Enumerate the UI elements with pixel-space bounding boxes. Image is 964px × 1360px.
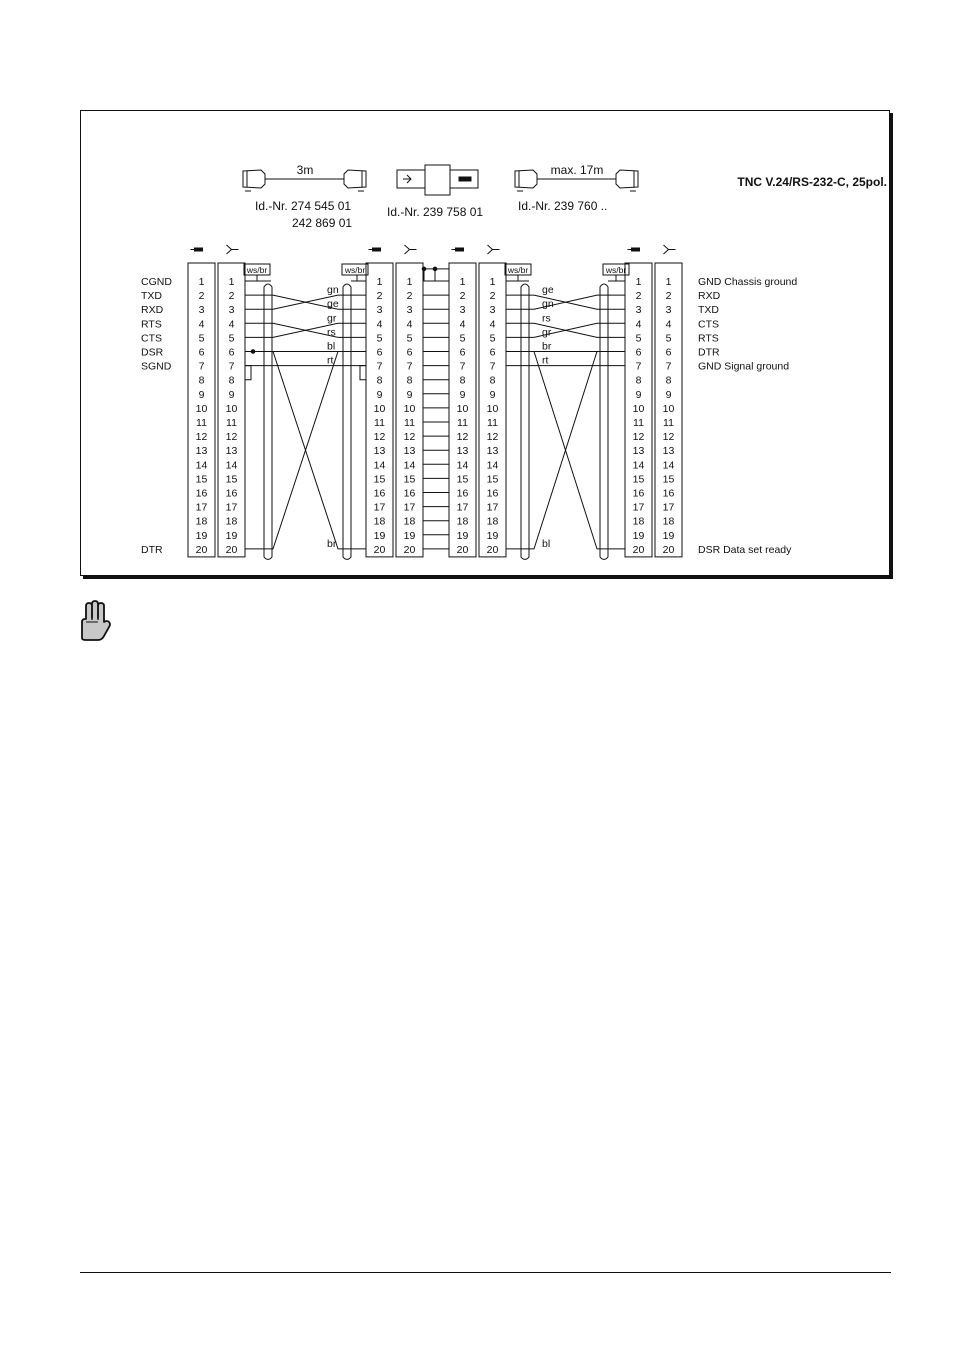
pin-label-3-8: 8 xyxy=(376,374,383,387)
pin-label-3-12: 12 xyxy=(373,431,386,444)
pointing-hand-icon xyxy=(78,598,112,644)
pin-label-6-11: 11 xyxy=(487,417,498,429)
adapter-pin-icon xyxy=(459,177,471,181)
pin-label-4-8: 8 xyxy=(406,374,413,387)
pin-label-7-10: 10 xyxy=(632,402,645,415)
pin-label-2-6: 6 xyxy=(228,346,235,359)
pin-label-3-19: 19 xyxy=(373,529,386,542)
left-signal-dtr: DTR xyxy=(141,543,163,556)
pin-label-4-9: 9 xyxy=(406,388,413,401)
cable2-shield-left xyxy=(521,284,529,559)
pin-label-7-19: 19 xyxy=(632,529,645,542)
pin-label-8-16: 16 xyxy=(662,487,675,500)
pin-label-5-2: 2 xyxy=(459,290,466,303)
pin-label-3-7: 7 xyxy=(376,360,383,373)
pin-label-7-4: 4 xyxy=(635,318,642,331)
cable2-connector-right xyxy=(616,170,638,191)
socket-symbol-3 xyxy=(488,245,500,254)
right-signal-pin-1: GND Chassis ground xyxy=(698,276,798,288)
left-signal-cgnd: CGND xyxy=(141,276,172,288)
pin-label-4-19: 19 xyxy=(403,529,416,542)
cable1-color-pin-6: bl xyxy=(327,340,336,353)
pin-label-1-7: 7 xyxy=(198,360,205,373)
adapter-body xyxy=(425,165,450,195)
pin-label-7-13: 13 xyxy=(632,445,645,458)
right-signal-pin-6: DTR xyxy=(698,346,720,359)
pin-label-1-13: 13 xyxy=(195,445,208,458)
pin-label-5-5: 5 xyxy=(459,332,466,345)
pin-label-5-17: 17 xyxy=(456,501,469,514)
pin-label-6-12: 12 xyxy=(486,431,499,444)
pin-label-1-4: 4 xyxy=(198,318,205,331)
pin-label-4-4: 4 xyxy=(406,318,413,331)
cable1-jumper-right xyxy=(360,366,366,380)
pin-label-1-8: 8 xyxy=(198,374,205,387)
cable1-color-pin-3: ge xyxy=(327,298,339,311)
pin-label-5-19: 19 xyxy=(456,529,469,542)
pin-label-5-11: 11 xyxy=(457,417,468,429)
pin-label-7-15: 15 xyxy=(632,473,645,486)
cable1-jumper-left xyxy=(245,366,251,380)
pin-label-2-16: 16 xyxy=(225,487,238,500)
pin-label-2-3: 3 xyxy=(228,304,235,317)
cable1-id-line-2: 242 869 01 xyxy=(292,216,353,230)
cable1-junction xyxy=(251,350,255,354)
pin-label-8-14: 14 xyxy=(662,459,675,472)
pin-label-4-7: 7 xyxy=(406,360,413,373)
pin-label-1-3: 3 xyxy=(198,304,205,317)
cable1-connector-left xyxy=(243,170,265,191)
pin-label-6-4: 4 xyxy=(489,318,496,331)
pin-label-1-12: 12 xyxy=(195,431,208,444)
pin-label-5-16: 16 xyxy=(456,487,469,500)
pin-label-6-18: 18 xyxy=(486,515,499,528)
pin-label-4-5: 5 xyxy=(406,332,413,345)
cable1-color-pin-5: rs xyxy=(327,326,336,339)
cable2-wire-5-4 xyxy=(506,323,625,337)
pin-label-7-12: 12 xyxy=(632,431,645,444)
pin-label-3-5: 5 xyxy=(376,332,383,345)
pin-label-7-2: 2 xyxy=(635,290,642,303)
pin-label-1-14: 14 xyxy=(195,459,208,472)
cable2-color-pin-7: rt xyxy=(542,354,549,367)
pin-label-3-16: 16 xyxy=(373,487,386,500)
cable2-shield-label-left: ws/br xyxy=(507,265,529,275)
pin-label-7-8: 8 xyxy=(635,374,642,387)
pin-label-3-14: 14 xyxy=(373,459,386,472)
pin-label-2-8: 8 xyxy=(228,374,235,387)
socket-symbol-2 xyxy=(405,245,417,254)
pin-label-4-18: 18 xyxy=(403,515,416,528)
right-signal-pin-3: TXD xyxy=(698,304,719,317)
cable1-shield-label-left: ws/br xyxy=(246,265,268,275)
cable2-shield-label-right: ws/br xyxy=(605,265,627,275)
pin-label-7-6: 6 xyxy=(635,346,642,359)
pin-label-6-1: 1 xyxy=(489,276,496,288)
cable1-length: 3m xyxy=(296,163,314,177)
pin-label-8-4: 4 xyxy=(665,318,672,331)
pin-label-2-7: 7 xyxy=(228,360,235,373)
pin-label-1-11: 11 xyxy=(196,417,207,429)
pin-label-8-19: 19 xyxy=(662,529,675,542)
pin-label-2-20: 20 xyxy=(225,543,238,556)
pin-label-3-18: 18 xyxy=(373,515,386,528)
pin-label-3-15: 15 xyxy=(373,473,386,486)
pin-label-8-1: 1 xyxy=(665,276,672,288)
pin-label-3-11: 11 xyxy=(374,417,385,429)
cable2-wire-20-6 xyxy=(506,352,625,549)
pin-label-1-15: 15 xyxy=(195,473,208,486)
right-signal-pin-4: CTS xyxy=(698,318,719,331)
pin-label-5-7: 7 xyxy=(459,360,466,373)
pin-label-1-17: 17 xyxy=(195,501,208,514)
pin-label-8-11: 11 xyxy=(663,417,674,429)
pin-label-7-17: 17 xyxy=(632,501,645,514)
cable2-wire-3-2 xyxy=(506,295,625,309)
plug-symbol-1 xyxy=(195,248,203,251)
pin-label-5-13: 13 xyxy=(456,445,469,458)
pin-label-7-14: 14 xyxy=(632,459,645,472)
pin-label-1-20: 20 xyxy=(195,543,208,556)
pin-label-8-20: 20 xyxy=(662,543,675,556)
cable2-color-pin-3: gn xyxy=(542,298,554,311)
pin-label-4-11: 11 xyxy=(404,417,415,429)
pin-label-2-18: 18 xyxy=(225,515,238,528)
pin-label-2-2: 2 xyxy=(228,290,235,303)
pin-label-2-15: 15 xyxy=(225,473,238,486)
pin-label-4-14: 14 xyxy=(403,459,416,472)
pin-label-8-2: 2 xyxy=(665,290,672,303)
adapter-id-line: Id.-Nr. 239 758 01 xyxy=(387,205,484,219)
pin-label-4-2: 2 xyxy=(406,290,413,303)
cable1-shield-label-right: ws/br xyxy=(344,265,366,275)
pin-label-8-8: 8 xyxy=(665,374,672,387)
pin-label-7-18: 18 xyxy=(632,515,645,528)
pin-label-5-4: 4 xyxy=(459,318,466,331)
cable2-color-pin-4: rs xyxy=(542,312,551,325)
pin-label-6-5: 5 xyxy=(489,332,496,345)
cable2-shield-right xyxy=(600,284,608,559)
pin-label-8-7: 7 xyxy=(665,360,672,373)
pin-label-2-5: 5 xyxy=(228,332,235,345)
left-signal-dsr: DSR xyxy=(141,346,164,359)
wiring-diagram-frame xyxy=(80,110,890,576)
pin-label-3-6: 6 xyxy=(376,346,383,359)
pin-label-4-13: 13 xyxy=(403,445,416,458)
pin-label-3-20: 20 xyxy=(373,543,386,556)
pin-label-8-3: 3 xyxy=(665,304,672,317)
pin-label-6-9: 9 xyxy=(489,388,496,401)
pin-label-2-12: 12 xyxy=(225,431,238,444)
pin-label-1-10: 10 xyxy=(195,402,208,415)
pin-label-2-11: 11 xyxy=(226,417,237,429)
left-signal-sgnd: SGND xyxy=(141,360,172,373)
pin-label-6-10: 10 xyxy=(486,402,499,415)
socket-symbol-4 xyxy=(664,245,676,254)
pin-label-2-19: 19 xyxy=(225,529,238,542)
pin-label-1-9: 9 xyxy=(198,388,205,401)
pin-label-7-16: 16 xyxy=(632,487,645,500)
cable1-id-line-1: Id.-Nr. 274 545 01 xyxy=(255,199,352,213)
pin-label-8-15: 15 xyxy=(662,473,675,486)
pin-label-5-8: 8 xyxy=(459,374,466,387)
pin-label-6-17: 17 xyxy=(486,501,499,514)
pin-label-2-10: 10 xyxy=(225,402,238,415)
cable1-connector-right xyxy=(344,170,366,191)
pin-label-3-10: 10 xyxy=(373,402,386,415)
pin-label-1-2: 2 xyxy=(198,290,205,303)
left-signal-rxd: RXD xyxy=(141,304,164,317)
pin-label-3-9: 9 xyxy=(376,388,383,401)
pin-label-2-4: 4 xyxy=(228,318,235,331)
pin-label-6-15: 15 xyxy=(486,473,499,486)
cable2-id-line: Id.-Nr. 239 760 .. xyxy=(518,199,608,213)
pin-label-4-3: 3 xyxy=(406,304,413,317)
pin-label-7-11: 11 xyxy=(633,417,644,429)
pin-label-1-16: 16 xyxy=(195,487,208,500)
pin-label-3-4: 4 xyxy=(376,318,383,331)
cable1-color-pin-2: gn xyxy=(327,284,339,297)
pin-label-4-1: 1 xyxy=(406,276,413,288)
plug-symbol-3 xyxy=(456,248,464,251)
pin-label-5-15: 15 xyxy=(456,473,469,486)
cable1-wire-5-4 xyxy=(245,323,366,337)
pin-label-2-17: 17 xyxy=(225,501,238,514)
pin-label-4-17: 17 xyxy=(403,501,416,514)
pin-label-6-16: 16 xyxy=(486,487,499,500)
pin-label-1-5: 5 xyxy=(198,332,205,345)
pin-label-7-3: 3 xyxy=(635,304,642,317)
pin-label-3-13: 13 xyxy=(373,445,386,458)
footer-rule xyxy=(80,1272,891,1273)
right-signal-pin-20: DSR Data set ready xyxy=(698,543,792,556)
pin-label-3-2: 2 xyxy=(376,290,383,303)
pin-label-8-17: 17 xyxy=(662,501,675,514)
pin-label-6-6: 6 xyxy=(489,346,496,359)
plug-symbol-2 xyxy=(373,248,381,251)
pin-label-8-5: 5 xyxy=(665,332,672,345)
pin-label-1-18: 18 xyxy=(195,515,208,528)
pin-label-2-1: 1 xyxy=(228,276,235,288)
cable1-shield-left xyxy=(264,284,272,559)
pin-label-8-18: 18 xyxy=(662,515,675,528)
pin-label-7-7: 7 xyxy=(635,360,642,373)
pin-label-5-3: 3 xyxy=(459,304,466,317)
cable2-connector-left xyxy=(515,170,537,191)
right-signal-pin-2: RXD xyxy=(698,290,721,303)
pin-label-8-13: 13 xyxy=(662,445,675,458)
pin-label-8-12: 12 xyxy=(662,431,675,444)
pin-label-2-14: 14 xyxy=(225,459,238,472)
socket-symbol-1 xyxy=(227,245,239,254)
pin-label-7-1: 1 xyxy=(635,276,642,288)
pin-label-6-19: 19 xyxy=(486,529,499,542)
pin-label-5-20: 20 xyxy=(456,543,469,556)
cable2-length: max. 17m xyxy=(550,163,604,177)
cable1-color-pin-7: rt xyxy=(327,354,334,367)
pin-label-7-20: 20 xyxy=(632,543,645,556)
pin-label-2-13: 13 xyxy=(225,445,238,458)
pin-label-4-6: 6 xyxy=(406,346,413,359)
cable1-color-pin-4: gr xyxy=(327,312,337,325)
cable2-color-pin-5: gr xyxy=(542,326,552,339)
pin-label-5-6: 6 xyxy=(459,346,466,359)
left-signal-cts: CTS xyxy=(141,332,162,345)
pin-label-4-20: 20 xyxy=(403,543,416,556)
pin-label-4-10: 10 xyxy=(403,402,416,415)
cable2-color-pin-20: bl xyxy=(542,537,551,550)
pin-label-3-3: 3 xyxy=(376,304,383,317)
pin-label-5-18: 18 xyxy=(456,515,469,528)
cable1-wire-3-2 xyxy=(245,295,366,309)
left-signal-txd: TXD xyxy=(141,290,162,303)
pin-label-4-15: 15 xyxy=(403,473,416,486)
pin-label-8-6: 6 xyxy=(665,346,672,359)
pin-label-1-19: 19 xyxy=(195,529,208,542)
adapter-socket-icon xyxy=(403,175,411,183)
pin-label-6-7: 7 xyxy=(489,360,496,373)
pin-label-6-2: 2 xyxy=(489,290,496,303)
pin-label-7-9: 9 xyxy=(635,388,642,401)
cable1-color-pin-20: br xyxy=(327,537,337,550)
pin-label-5-12: 12 xyxy=(456,431,469,444)
pin-label-6-13: 13 xyxy=(486,445,499,458)
pin-label-5-1: 1 xyxy=(459,276,466,288)
pin-label-6-3: 3 xyxy=(489,304,496,317)
pin-label-1-1: 1 xyxy=(198,276,205,288)
cable1-shield-right xyxy=(343,284,351,559)
cable1-wire-20-6 xyxy=(245,352,366,549)
pin-label-5-9: 9 xyxy=(459,388,466,401)
pin-label-6-8: 8 xyxy=(489,374,496,387)
pin-label-4-16: 16 xyxy=(403,487,416,500)
pin-label-6-14: 14 xyxy=(486,459,499,472)
cable2-color-pin-2: ge xyxy=(542,284,554,297)
pin-label-3-1: 1 xyxy=(376,276,383,288)
pin-label-1-6: 6 xyxy=(198,346,205,359)
pin-label-6-20: 20 xyxy=(486,543,499,556)
pin-label-5-14: 14 xyxy=(456,459,469,472)
diagram-title: TNC V.24/RS-232-C, 25pol. xyxy=(737,175,887,189)
pin-label-8-10: 10 xyxy=(662,402,675,415)
pin-label-8-9: 9 xyxy=(665,388,672,401)
right-signal-pin-7: GND Signal ground xyxy=(698,360,790,373)
pin-label-3-17: 17 xyxy=(373,501,386,514)
pin-label-7-5: 5 xyxy=(635,332,642,345)
pin-label-4-12: 12 xyxy=(403,431,416,444)
left-signal-rts: RTS xyxy=(141,318,162,331)
right-signal-pin-5: RTS xyxy=(698,332,719,345)
wiring-diagram xyxy=(81,111,891,577)
pin-label-2-9: 9 xyxy=(228,388,235,401)
pin-label-5-10: 10 xyxy=(456,402,469,415)
plug-symbol-4 xyxy=(632,248,640,251)
cable2-color-pin-6: br xyxy=(542,340,552,353)
